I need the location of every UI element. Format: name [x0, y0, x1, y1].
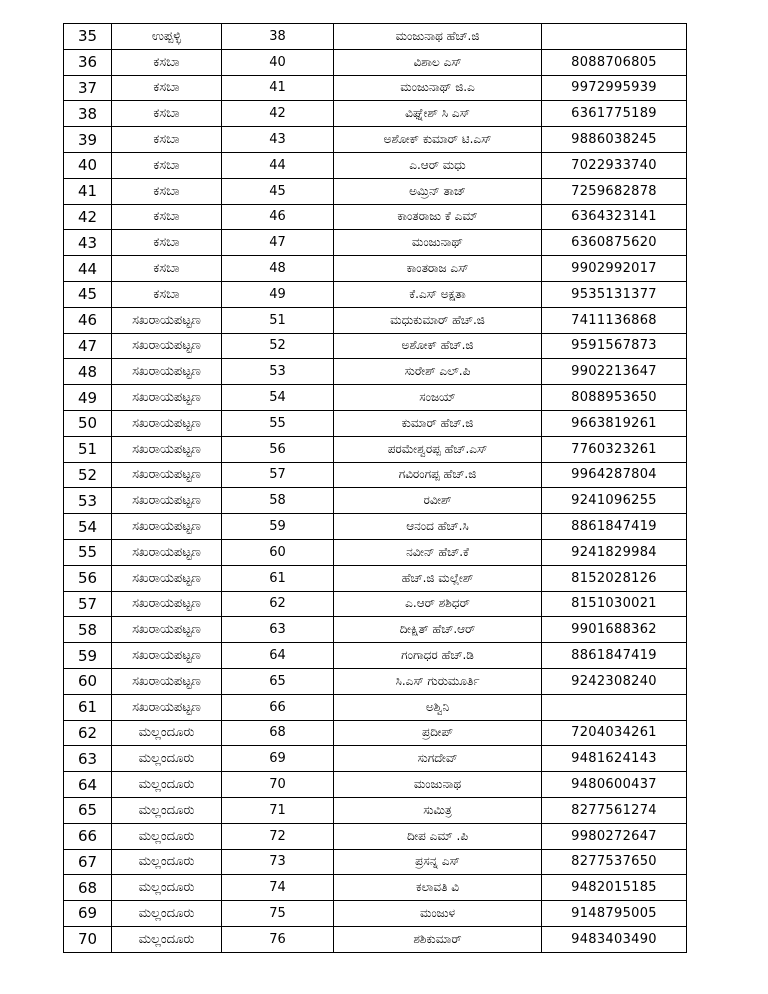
table-row — [64, 720, 687, 746]
phone-cell: 9482015185 — [542, 875, 687, 901]
code-cell: 58 — [222, 488, 334, 514]
table-row — [64, 643, 687, 669]
serial-number-cell: 37 — [64, 75, 112, 101]
code-cell: 66 — [222, 694, 334, 720]
table-row — [64, 539, 687, 565]
serial-number-cell: 51 — [64, 436, 112, 462]
phone-cell: 8861847419 — [542, 514, 687, 540]
serial-number-cell: 54 — [64, 514, 112, 540]
phone-cell: 9663819261 — [542, 410, 687, 436]
code-cell: 70 — [222, 772, 334, 798]
phone-cell: 9591567873 — [542, 333, 687, 359]
area-cell: ಕಸಬಾ — [112, 152, 222, 178]
phone-cell: 8088953650 — [542, 385, 687, 411]
serial-number-cell: 41 — [64, 178, 112, 204]
code-cell: 69 — [222, 746, 334, 772]
serial-number-cell: 64 — [64, 772, 112, 798]
name-cell: ಮಂಜುನಾಥ ಹೆಚ್.ಜಿ — [334, 24, 542, 50]
phone-cell: 9241096255 — [542, 488, 687, 514]
code-cell: 62 — [222, 591, 334, 617]
name-cell: ಗಂಗಾಧರ ಹೆಚ್.ಡಿ — [334, 643, 542, 669]
code-cell: 76 — [222, 926, 334, 952]
table-row — [64, 152, 687, 178]
area-cell: ಸಖರಾಯಪಟ್ಟಣ — [112, 462, 222, 488]
code-cell: 74 — [222, 875, 334, 901]
code-cell: 63 — [222, 617, 334, 643]
serial-number-cell: 58 — [64, 617, 112, 643]
code-cell: 52 — [222, 333, 334, 359]
table-row — [64, 127, 687, 153]
serial-number-cell: 50 — [64, 410, 112, 436]
area-cell: ಕಸಬಾ — [112, 49, 222, 75]
phone-cell: 9902992017 — [542, 256, 687, 282]
area-cell: ಮಲ್ಲಂದೂರು — [112, 746, 222, 772]
code-cell: 72 — [222, 823, 334, 849]
serial-number-cell: 43 — [64, 230, 112, 256]
area-cell: ಸಖರಾಯಪಟ್ಟಣ — [112, 591, 222, 617]
code-cell: 68 — [222, 720, 334, 746]
serial-number-cell: 52 — [64, 462, 112, 488]
area-cell: ಸಖರಾಯಪಟ್ಟಣ — [112, 539, 222, 565]
code-cell: 75 — [222, 901, 334, 927]
code-cell: 61 — [222, 565, 334, 591]
area-cell: ಮಲ್ಲಂದೂರು — [112, 772, 222, 798]
table-row — [64, 333, 687, 359]
area-cell: ಸಖರಾಯಪಟ್ಟಣ — [112, 307, 222, 333]
code-cell: 64 — [222, 643, 334, 669]
name-cell: ಸುರೇಶ್ ಎಲ್.ಪಿ — [334, 359, 542, 385]
table-row — [64, 281, 687, 307]
area-cell: ಸಖರಾಯಪಟ್ಟಣ — [112, 565, 222, 591]
phone-cell: 9535131377 — [542, 281, 687, 307]
area-cell: ಮಲ್ಲಂದೂರು — [112, 823, 222, 849]
code-cell: 60 — [222, 539, 334, 565]
phone-cell: 6360875620 — [542, 230, 687, 256]
table-row — [64, 875, 687, 901]
serial-number-cell: 65 — [64, 797, 112, 823]
area-cell: ಉಪ್ಪಳ್ಳಿ — [112, 24, 222, 50]
serial-number-cell: 69 — [64, 901, 112, 927]
table-row — [64, 694, 687, 720]
phone-cell: 9148795005 — [542, 901, 687, 927]
area-cell: ಮಲ್ಲಂದೂರು — [112, 875, 222, 901]
name-cell: ಅಶೋಕ್ ಕುಮಾರ್ ಟಿ.ಎಸ್ — [334, 127, 542, 153]
code-cell: 44 — [222, 152, 334, 178]
code-cell: 73 — [222, 849, 334, 875]
name-cell: ಸಂಜಯ್ — [334, 385, 542, 411]
serial-number-cell: 42 — [64, 204, 112, 230]
table-row — [64, 823, 687, 849]
table-row — [64, 462, 687, 488]
table-row — [64, 359, 687, 385]
phone-cell: 9241829984 — [542, 539, 687, 565]
code-cell: 48 — [222, 256, 334, 282]
table-row — [64, 204, 687, 230]
name-cell: ವಿಶಾಲ ಎಸ್ — [334, 49, 542, 75]
serial-number-cell: 66 — [64, 823, 112, 849]
name-cell: ಮಂಜುನಾಥ — [334, 772, 542, 798]
serial-number-cell: 47 — [64, 333, 112, 359]
name-cell: ಸಿ.ಎಸ್ ಗುರುಮೂರ್ತಿ — [334, 668, 542, 694]
phone-cell: 9902213647 — [542, 359, 687, 385]
serial-number-cell: 36 — [64, 49, 112, 75]
name-cell: ಆನಂದ ಹೆಚ್.ಸಿ — [334, 514, 542, 540]
phone-cell: 9483403490 — [542, 926, 687, 952]
name-cell: ಕಾಂತರಾಜ ಎಸ್ — [334, 256, 542, 282]
phone-cell: 8088706805 — [542, 49, 687, 75]
contact-table — [63, 23, 687, 953]
serial-number-cell: 45 — [64, 281, 112, 307]
area-cell: ಕಸಬಾ — [112, 75, 222, 101]
area-cell: ಸಖರಾಯಪಟ್ಟಣ — [112, 359, 222, 385]
name-cell: ಮಂಜುನಾಥ್ — [334, 230, 542, 256]
area-cell: ಕಸಬಾ — [112, 178, 222, 204]
table-row — [64, 591, 687, 617]
table-row — [64, 410, 687, 436]
area-cell: ಮಲ್ಲಂದೂರು — [112, 849, 222, 875]
phone-cell: 8152028126 — [542, 565, 687, 591]
serial-number-cell: 70 — [64, 926, 112, 952]
phone-cell: 7411136868 — [542, 307, 687, 333]
table-row — [64, 436, 687, 462]
name-cell: ಕುಮಾರ್ ಹೆಚ್.ಜಿ — [334, 410, 542, 436]
area-cell: ಕಸಬಾ — [112, 281, 222, 307]
serial-number-cell: 46 — [64, 307, 112, 333]
name-cell: ಮಂಜುನಾಥ್ ಜಿ.ಎ — [334, 75, 542, 101]
name-cell: ವಿಘ್ನೇಶ್ ಸಿ ಎಸ್ — [334, 101, 542, 127]
serial-number-cell: 35 — [64, 24, 112, 50]
table-row — [64, 488, 687, 514]
phone-cell: 9901688362 — [542, 617, 687, 643]
name-cell: ಎ.ಆರ್ ಶಶಿಧರ್ — [334, 591, 542, 617]
phone-cell — [542, 24, 687, 50]
phone-cell: 6364323141 — [542, 204, 687, 230]
phone-cell: 9480600437 — [542, 772, 687, 798]
area-cell: ಕಸಬಾ — [112, 256, 222, 282]
area-cell: ಸಖರಾಯಪಟ್ಟಣ — [112, 436, 222, 462]
area-cell: ಸಖರಾಯಪಟ್ಟಣ — [112, 668, 222, 694]
area-cell: ಸಖರಾಯಪಟ್ಟಣ — [112, 643, 222, 669]
name-cell: ನವೀನ್ ಹೆಚ್.ಕೆ — [334, 539, 542, 565]
name-cell: ಕಾಂತರಾಜು ಕೆ ಎಮ್ — [334, 204, 542, 230]
phone-cell: 8861847419 — [542, 643, 687, 669]
serial-number-cell: 55 — [64, 539, 112, 565]
serial-number-cell: 40 — [64, 152, 112, 178]
serial-number-cell: 68 — [64, 875, 112, 901]
area-cell: ಕಸಬಾ — [112, 101, 222, 127]
table-row — [64, 24, 687, 50]
area-cell: ಸಖರಾಯಪಟ್ಟಣ — [112, 410, 222, 436]
serial-number-cell: 44 — [64, 256, 112, 282]
phone-cell: 9964287804 — [542, 462, 687, 488]
name-cell: ಸುಗದೇವ್ — [334, 746, 542, 772]
area-cell: ಕಸಬಾ — [112, 204, 222, 230]
code-cell: 53 — [222, 359, 334, 385]
serial-number-cell: 57 — [64, 591, 112, 617]
table-row — [64, 75, 687, 101]
area-cell: ಸಖರಾಯಪಟ್ಟಣ — [112, 617, 222, 643]
phone-cell: 7259682878 — [542, 178, 687, 204]
code-cell: 51 — [222, 307, 334, 333]
code-cell: 42 — [222, 101, 334, 127]
code-cell: 65 — [222, 668, 334, 694]
table-row — [64, 926, 687, 952]
code-cell: 55 — [222, 410, 334, 436]
area-cell: ಸಖರಾಯಪಟ್ಟಣ — [112, 385, 222, 411]
code-cell: 57 — [222, 462, 334, 488]
serial-number-cell: 56 — [64, 565, 112, 591]
table-row — [64, 565, 687, 591]
serial-number-cell: 61 — [64, 694, 112, 720]
name-cell: ರವೀಶ್ — [334, 488, 542, 514]
table-row — [64, 256, 687, 282]
serial-number-cell: 39 — [64, 127, 112, 153]
table-row — [64, 514, 687, 540]
name-cell: ಮಂಜುಳ — [334, 901, 542, 927]
area-cell: ಮಲ್ಲಂದೂರು — [112, 797, 222, 823]
code-cell: 45 — [222, 178, 334, 204]
area-cell: ಕಸಬಾ — [112, 127, 222, 153]
phone-cell: 9481624143 — [542, 746, 687, 772]
code-cell: 47 — [222, 230, 334, 256]
table-row — [64, 772, 687, 798]
phone-cell: 8277561274 — [542, 797, 687, 823]
area-cell: ಸಖರಾಯಪಟ್ಟಣ — [112, 514, 222, 540]
phone-cell: 9980272647 — [542, 823, 687, 849]
name-cell: ಅಶೋಕ್ ಹೆಚ್.ಜಿ — [334, 333, 542, 359]
code-cell: 38 — [222, 24, 334, 50]
code-cell: 41 — [222, 75, 334, 101]
table-row — [64, 901, 687, 927]
serial-number-cell: 63 — [64, 746, 112, 772]
area-cell: ಸಖರಾಯಪಟ್ಟಣ — [112, 694, 222, 720]
area-cell: ಮಲ್ಲಂದೂರು — [112, 926, 222, 952]
phone-cell: 8151030021 — [542, 591, 687, 617]
name-cell: ಎ.ಆರ್ ಮಧು — [334, 152, 542, 178]
table-row — [64, 617, 687, 643]
name-cell: ಅಮ್ರಿನ್ ತಾಜ್ — [334, 178, 542, 204]
serial-number-cell: 38 — [64, 101, 112, 127]
code-cell: 56 — [222, 436, 334, 462]
area-cell: ಸಖರಾಯಪಟ್ಟಣ — [112, 333, 222, 359]
name-cell: ದೀಕ್ಷಿತ್ ಹೆಚ್.ಆರ್ — [334, 617, 542, 643]
code-cell: 49 — [222, 281, 334, 307]
serial-number-cell: 62 — [64, 720, 112, 746]
name-cell: ಪ್ರದೀಪ್ — [334, 720, 542, 746]
name-cell: ದೀಪ ಎಮ್ .ಪಿ — [334, 823, 542, 849]
phone-cell — [542, 694, 687, 720]
phone-cell: 7204034261 — [542, 720, 687, 746]
serial-number-cell: 48 — [64, 359, 112, 385]
name-cell: ಗವಿರಂಗಪ್ಪ ಹೆಚ್.ಜಿ — [334, 462, 542, 488]
code-cell: 43 — [222, 127, 334, 153]
area-cell: ಮಲ್ಲಂದೂರು — [112, 720, 222, 746]
name-cell: ಅಶ್ವಿನಿ — [334, 694, 542, 720]
table-row — [64, 849, 687, 875]
code-cell: 59 — [222, 514, 334, 540]
area-cell: ಮಲ್ಲಂದೂರು — [112, 901, 222, 927]
table-row — [64, 178, 687, 204]
serial-number-cell: 59 — [64, 643, 112, 669]
phone-cell: 7760323261 — [542, 436, 687, 462]
phone-cell: 7022933740 — [542, 152, 687, 178]
name-cell: ಪರಮೇಶ್ವರಪ್ಪ ಹೆಚ್.ಎಸ್ — [334, 436, 542, 462]
area-cell: ಕಸಬಾ — [112, 230, 222, 256]
phone-cell: 9242308240 — [542, 668, 687, 694]
code-cell: 54 — [222, 385, 334, 411]
name-cell: ಕೆ.ಎಸ್ ಅಕ್ಷತಾ — [334, 281, 542, 307]
table-row — [64, 49, 687, 75]
name-cell: ಕಲಾವತಿ ವಿ — [334, 875, 542, 901]
table-row — [64, 746, 687, 772]
code-cell: 71 — [222, 797, 334, 823]
table-row — [64, 307, 687, 333]
serial-number-cell: 53 — [64, 488, 112, 514]
table-row — [64, 668, 687, 694]
name-cell: ಮಧುಕುಮಾರ್ ಹೆಚ್.ಜಿ — [334, 307, 542, 333]
table-body — [64, 24, 687, 953]
serial-number-cell: 67 — [64, 849, 112, 875]
serial-number-cell: 49 — [64, 385, 112, 411]
phone-cell: 9972995939 — [542, 75, 687, 101]
name-cell: ಸುಮಿತ್ರ — [334, 797, 542, 823]
table-row — [64, 101, 687, 127]
phone-cell: 6361775189 — [542, 101, 687, 127]
name-cell: ಹೆಚ್.ಜಿ ಮಲ್ಲೇಶ್ — [334, 565, 542, 591]
serial-number-cell: 60 — [64, 668, 112, 694]
name-cell: ಶಶಿಕುಮಾರ್ — [334, 926, 542, 952]
code-cell: 40 — [222, 49, 334, 75]
phone-cell: 8277537650 — [542, 849, 687, 875]
table-row — [64, 385, 687, 411]
table-row — [64, 230, 687, 256]
phone-cell: 9886038245 — [542, 127, 687, 153]
code-cell: 46 — [222, 204, 334, 230]
table-row — [64, 797, 687, 823]
name-cell: ಪ್ರಸನ್ನ ಎಸ್ — [334, 849, 542, 875]
area-cell: ಸಖರಾಯಪಟ್ಟಣ — [112, 488, 222, 514]
